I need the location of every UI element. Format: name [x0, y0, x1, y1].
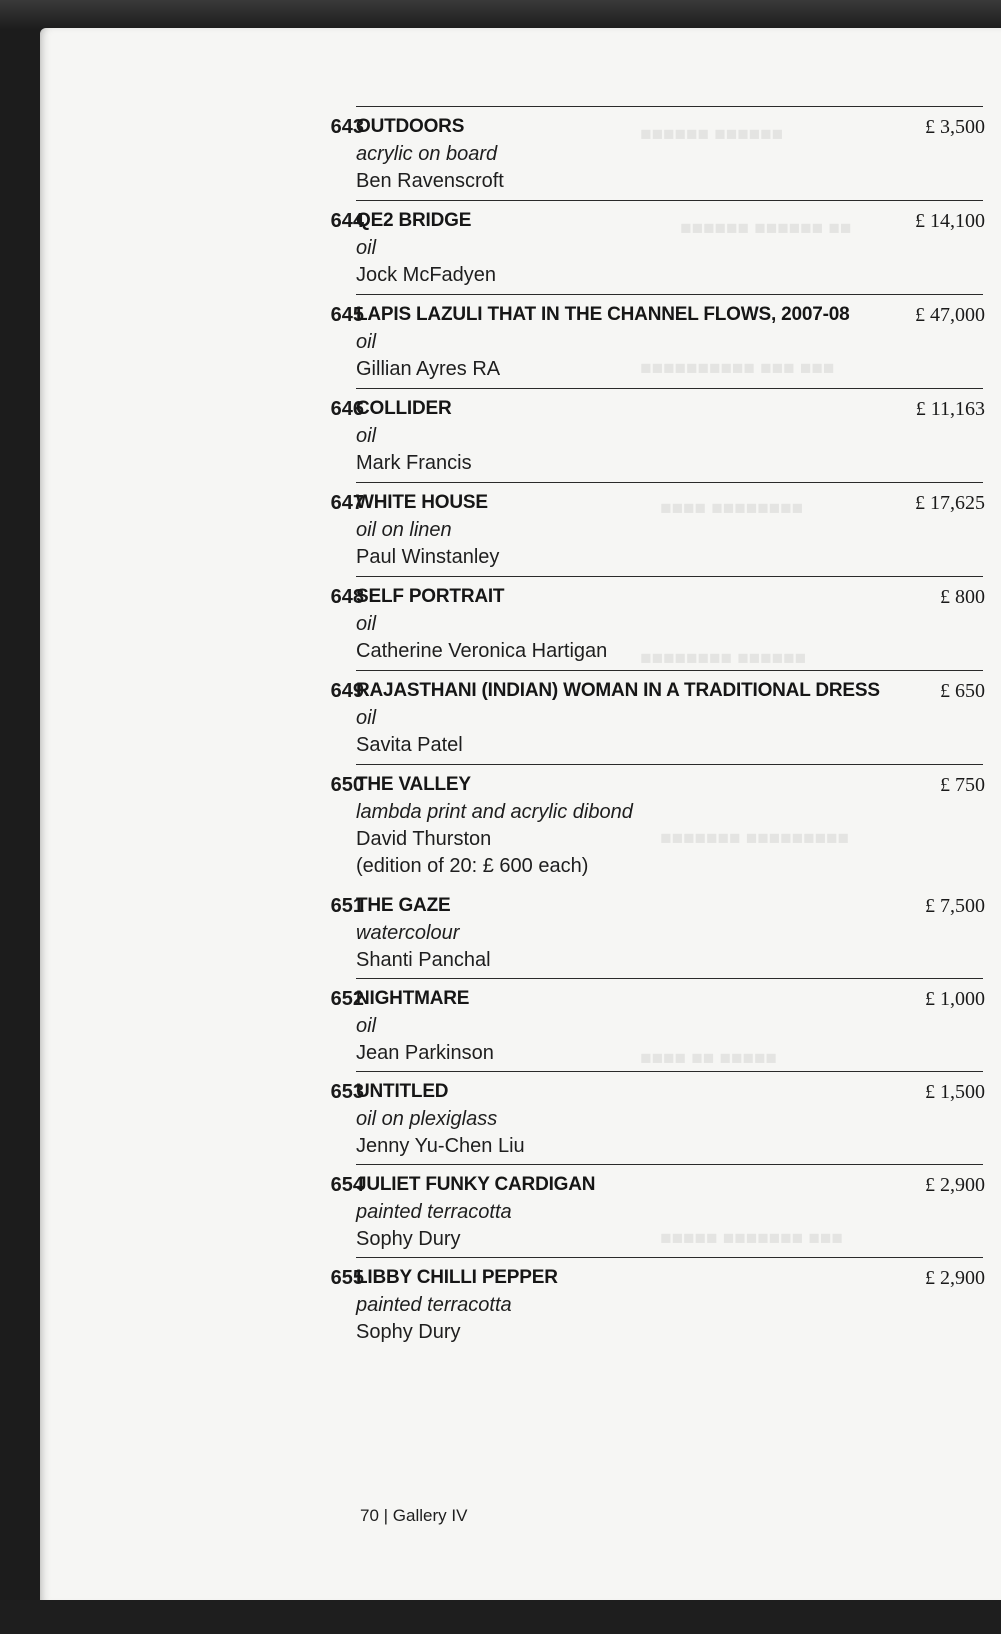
show-through-text: ■■■■■■■■ ■■■■	[660, 498, 803, 519]
artwork-price: £ 11,163	[915, 398, 985, 420]
artwork-medium: oil on linen	[356, 519, 452, 541]
entry-divider	[356, 576, 983, 577]
entry-divider	[356, 764, 983, 765]
artwork-medium: oil	[356, 425, 377, 447]
artist-name: Jock McFadyen	[356, 264, 497, 286]
artwork-medium: oil	[356, 237, 377, 259]
entry-number: 644	[330, 210, 364, 232]
entry-number: 645	[330, 304, 364, 326]
artwork-medium: acrylic on board	[356, 143, 498, 165]
show-through-text: ■■ ■■■■■■ ■■■■■■	[680, 218, 852, 239]
entry-number: 651	[330, 895, 364, 917]
artist-name: Mark Francis	[356, 452, 472, 474]
artist-name: Savita Patel	[356, 734, 463, 756]
artist-name: Ben Ravenscroft	[356, 170, 504, 192]
artwork-price: £ 1,500	[925, 1081, 985, 1103]
artwork-price: £ 2,900	[925, 1267, 985, 1289]
artwork-title: THE GAZE	[356, 895, 451, 916]
show-through-text: ■■■ ■■■■■■■ ■■■■■	[660, 1228, 843, 1249]
artist-name: Jenny Yu-Chen Liu	[356, 1135, 525, 1157]
entry-divider	[356, 1164, 983, 1165]
artwork-medium: oil	[356, 1015, 377, 1037]
show-through-text: ■■■ ■■■ ■■■■■■■■■■	[640, 358, 835, 379]
artist-name: Shanti Panchal	[356, 949, 491, 971]
artwork-medium: oil on plexiglass	[356, 1108, 498, 1130]
entry-divider	[356, 1071, 983, 1072]
entry-divider	[356, 106, 983, 107]
entry-divider	[356, 200, 983, 201]
artwork-price: £ 1,000	[925, 988, 985, 1010]
artist-name: Sophy Dury	[356, 1321, 461, 1343]
show-through-text: ■■■■■■■■■ ■■■■■■■	[660, 828, 849, 849]
artist-name: Sophy Dury	[356, 1228, 461, 1250]
entry-number: 653	[330, 1081, 364, 1103]
artwork-medium: oil	[356, 707, 377, 729]
artwork-price: £ 17,625	[915, 492, 985, 514]
show-through-text: ■■■■■■ ■■■■■■■■	[640, 648, 806, 669]
artwork-title: THE VALLEY	[356, 774, 471, 795]
artwork-price: £ 2,900	[925, 1174, 985, 1196]
entry-number: 650	[330, 774, 364, 796]
artwork-price: £ 750	[940, 774, 985, 796]
entry-divider	[356, 482, 983, 483]
artwork-title: WHITE HOUSE	[356, 492, 488, 513]
artwork-title: UNTITLED	[356, 1081, 449, 1102]
artwork-title: OUTDOORS	[356, 116, 465, 137]
artwork-medium: painted terracotta	[356, 1294, 512, 1316]
entry-number: 654	[330, 1174, 364, 1196]
artwork-title: NIGHTMARE	[356, 988, 470, 1009]
show-through-text: ■■■■■ ■■ ■■■■	[640, 1048, 777, 1069]
catalogue-page	[40, 28, 1001, 1603]
artwork-title: COLLIDER	[356, 398, 452, 419]
artwork-medium: lambda print and acrylic dibond	[356, 801, 633, 823]
artist-name: Jean Parkinson	[356, 1042, 494, 1064]
entry-number: 652	[330, 988, 364, 1010]
artwork-title: LAPIS LAZULI THAT IN THE CHANNEL FLOWS, 2007-08	[356, 304, 850, 325]
artwork-title: SELF PORTRAIT	[356, 586, 505, 607]
artwork-medium: painted terracotta	[356, 1201, 512, 1223]
entry-divider	[356, 1257, 983, 1258]
artwork-title: LIBBY CHILLI PEPPER	[356, 1267, 558, 1288]
entry-divider	[356, 388, 983, 389]
artwork-price: £ 650	[940, 680, 985, 702]
artwork-medium: oil	[356, 331, 377, 353]
artwork-price: £ 800	[940, 586, 985, 608]
scan-bottom-edge	[0, 1600, 1001, 1634]
artwork-price: £ 7,500	[925, 895, 985, 917]
artist-name: Catherine Veronica Hartigan	[356, 640, 608, 662]
artwork-title: QE2 BRIDGE	[356, 210, 472, 231]
entry-number: 643	[330, 116, 364, 138]
artwork-medium: watercolour	[356, 922, 460, 944]
entry-number: 647	[330, 492, 364, 514]
entry-number: 646	[330, 398, 364, 420]
artist-name: Gillian Ayres RA	[356, 358, 501, 380]
page-footer: 70 | Gallery IV	[360, 1506, 468, 1525]
show-through-text: ■■■■■■ ■■■■■■	[640, 124, 783, 145]
entry-divider	[356, 978, 983, 979]
artwork-title: JULIET FUNKY CARDIGAN	[356, 1174, 596, 1195]
entry-number: 648	[330, 586, 364, 608]
entry-number: 649	[330, 680, 364, 702]
entry-number: 655	[330, 1267, 364, 1289]
artwork-price: £ 47,000	[915, 304, 985, 326]
artist-name: Paul Winstanley	[356, 546, 500, 568]
entry-divider	[356, 294, 983, 295]
entry-divider	[356, 670, 983, 671]
edition-note: (edition of 20: £ 600 each)	[356, 855, 589, 877]
artwork-price: £ 14,100	[915, 210, 985, 232]
artwork-price: £ 3,500	[925, 116, 985, 138]
artist-name: David Thurston	[356, 828, 492, 850]
artwork-title: RAJASTHANI (INDIAN) WOMAN IN A TRADITIONAL DRESS	[356, 680, 880, 701]
artwork-medium: oil	[356, 613, 377, 635]
